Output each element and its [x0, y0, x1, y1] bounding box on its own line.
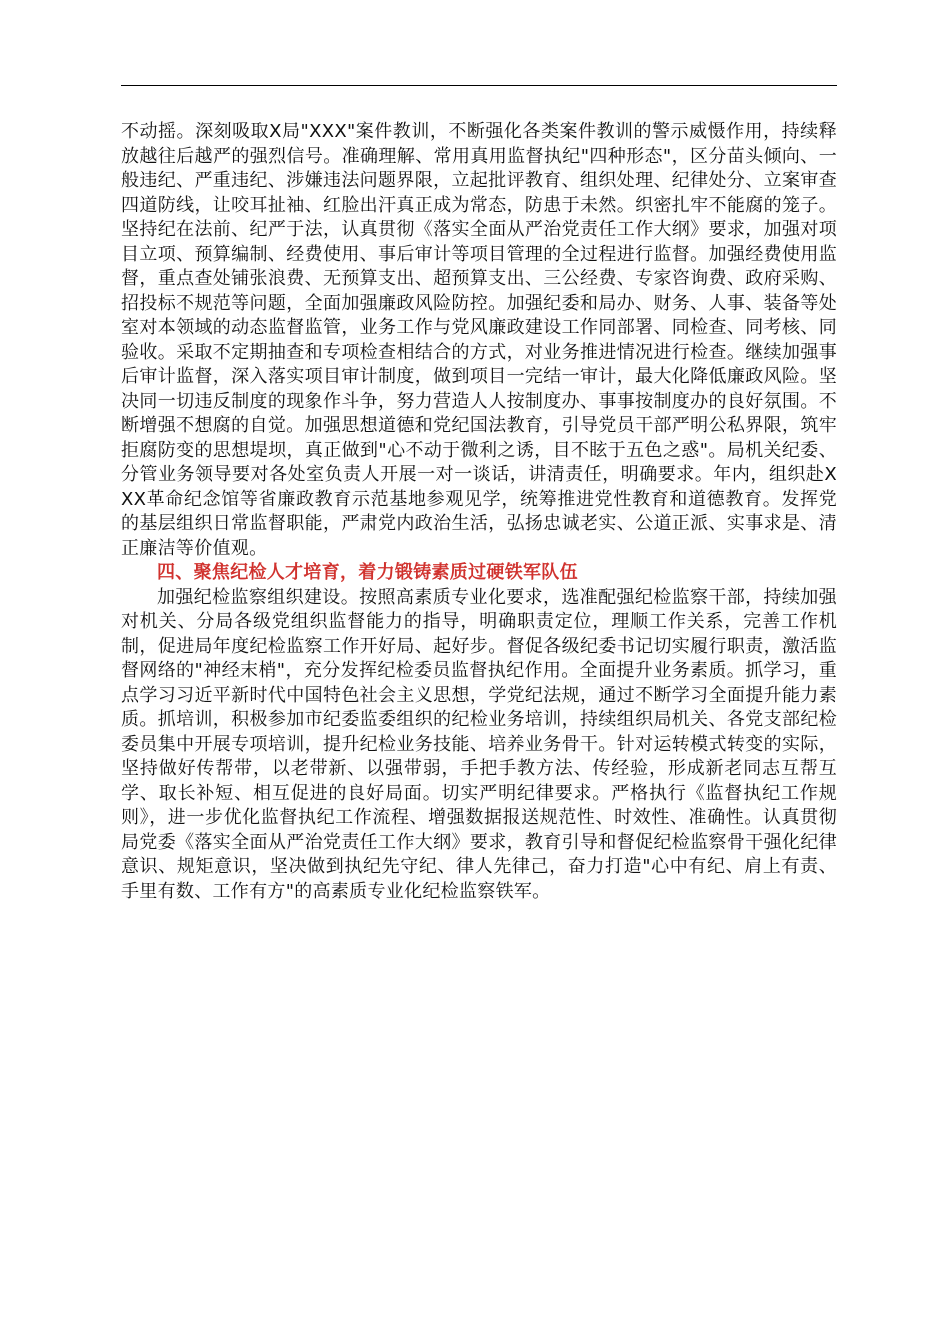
body-paragraph-continued: 不动摇。深刻吸取X局"XXX"案件教训，不断强化各类案件教训的警示威慑作用，持续释放越往后越严的强烈信号。准确理解、常用真用监督执纪"四种形态"，区分苗头倾向、一般违纪、严重违纪、涉嫌违法问题界限，立起批评教育、组织处理、纪律处分、立案审查四道防线，让咬耳扯袖、红脸出汗真正成为常态，防患于未然。织密扎牢不能腐的笼子。坚持纪在法前、纪严于法，认真贯彻《落实全面从严治党责任工作大纲》要求，加强对项目立项、预算编制、经费使用、事后审计等项目管理的全过程进行监督。加强经费使用监督，重点查处铺张浪费、无预算支出、超预算支出、三公经费、专家咨询费、政府采购、招投标不规范等问题，全面加强廉政风险防控。加强纪委和局办、财务、人事、装备等处室对本领域的动态监督监管，业务工作与党风廉政建设工作同部署、同检查、同考核、同验收。采取不定期抽查和专项检查相结合的方式，对业务推进情况进行检查。继续加强事后审计监督，深入落实项目审计制度，做到项目一完结一审计，最大化降低廉政风险。坚决同一切违反制度的现象作斗争，努力营造人人按制度办、事事按制度办的良好氛围。不断增强不想腐的自觉。加强思想道德和党纪国法教育，引导党员干部严明公私界限，筑牢拒腐防变的思想堤坝，真正做到"心不动于微利之诱，目不眩于五色之惑"。局机关纪委、分管业务领导要对各处室负责人开展一对一谈话，讲清责任，明确要求。年内，组织赴XXX革命纪念馆等省廉政教育示范基地参观见学，统筹推进党性教育和道德教育。发挥党的基层组织日常监督职能，严肃党内政治生活，弘扬忠诚老实、公道正派、实事求是、清正廉洁等价值观。 [121, 121, 837, 559]
document-body [121, 120, 837, 904]
section-heading: 四、聚焦纪检人才培育，着力锻铸素质过硬铁军队伍 [157, 562, 578, 583]
header-rule [121, 85, 837, 86]
body-paragraph: 加强纪检监察组织建设。按照高素质专业化要求，选准配强纪检监察干部，持续加强对机关、分局各级党组织监督能力的指导，明确职责定位，理顺工作关系，完善工作机制，促进局年度纪检监察工作开好局、起好步。督促各级纪委书记切实履行职责，激活监督网络的"神经末梢"，充分发挥纪检委员监督执纪作用。全面提升业务素质。抓学习，重点学习习近平新时代中国特色社会主义思想，学党纪法规，通过不断学习全面提升能力素质。抓培训，积极参加市纪委监委组织的纪检业务培训，持续组织局机关、各党支部纪检委员集中开展专项培训，提升纪检业务技能、培养业务骨干。针对运转模式转变的实际，坚持做好传帮带，以老带新、以强带弱，手把手教方法、传经验，形成新老同志互帮互学、取长补短、相互促进的良好局面。切实严明纪律要求。严格执行《监督执纪工作规则》，进一步优化监督执纪工作流程、增强数据报送规范性、时效性、准确性。认真贯彻局党委《落实全面从严治党责任工作大纲》要求，教育引导和督促纪检监察骨干强化纪律意识、规矩意识，坚决做到执纪先守纪、律人先律己，奋力打造"心中有纪、肩上有责、手里有数、工作有方"的高素质专业化纪检监察铁军。 [121, 586, 837, 902]
